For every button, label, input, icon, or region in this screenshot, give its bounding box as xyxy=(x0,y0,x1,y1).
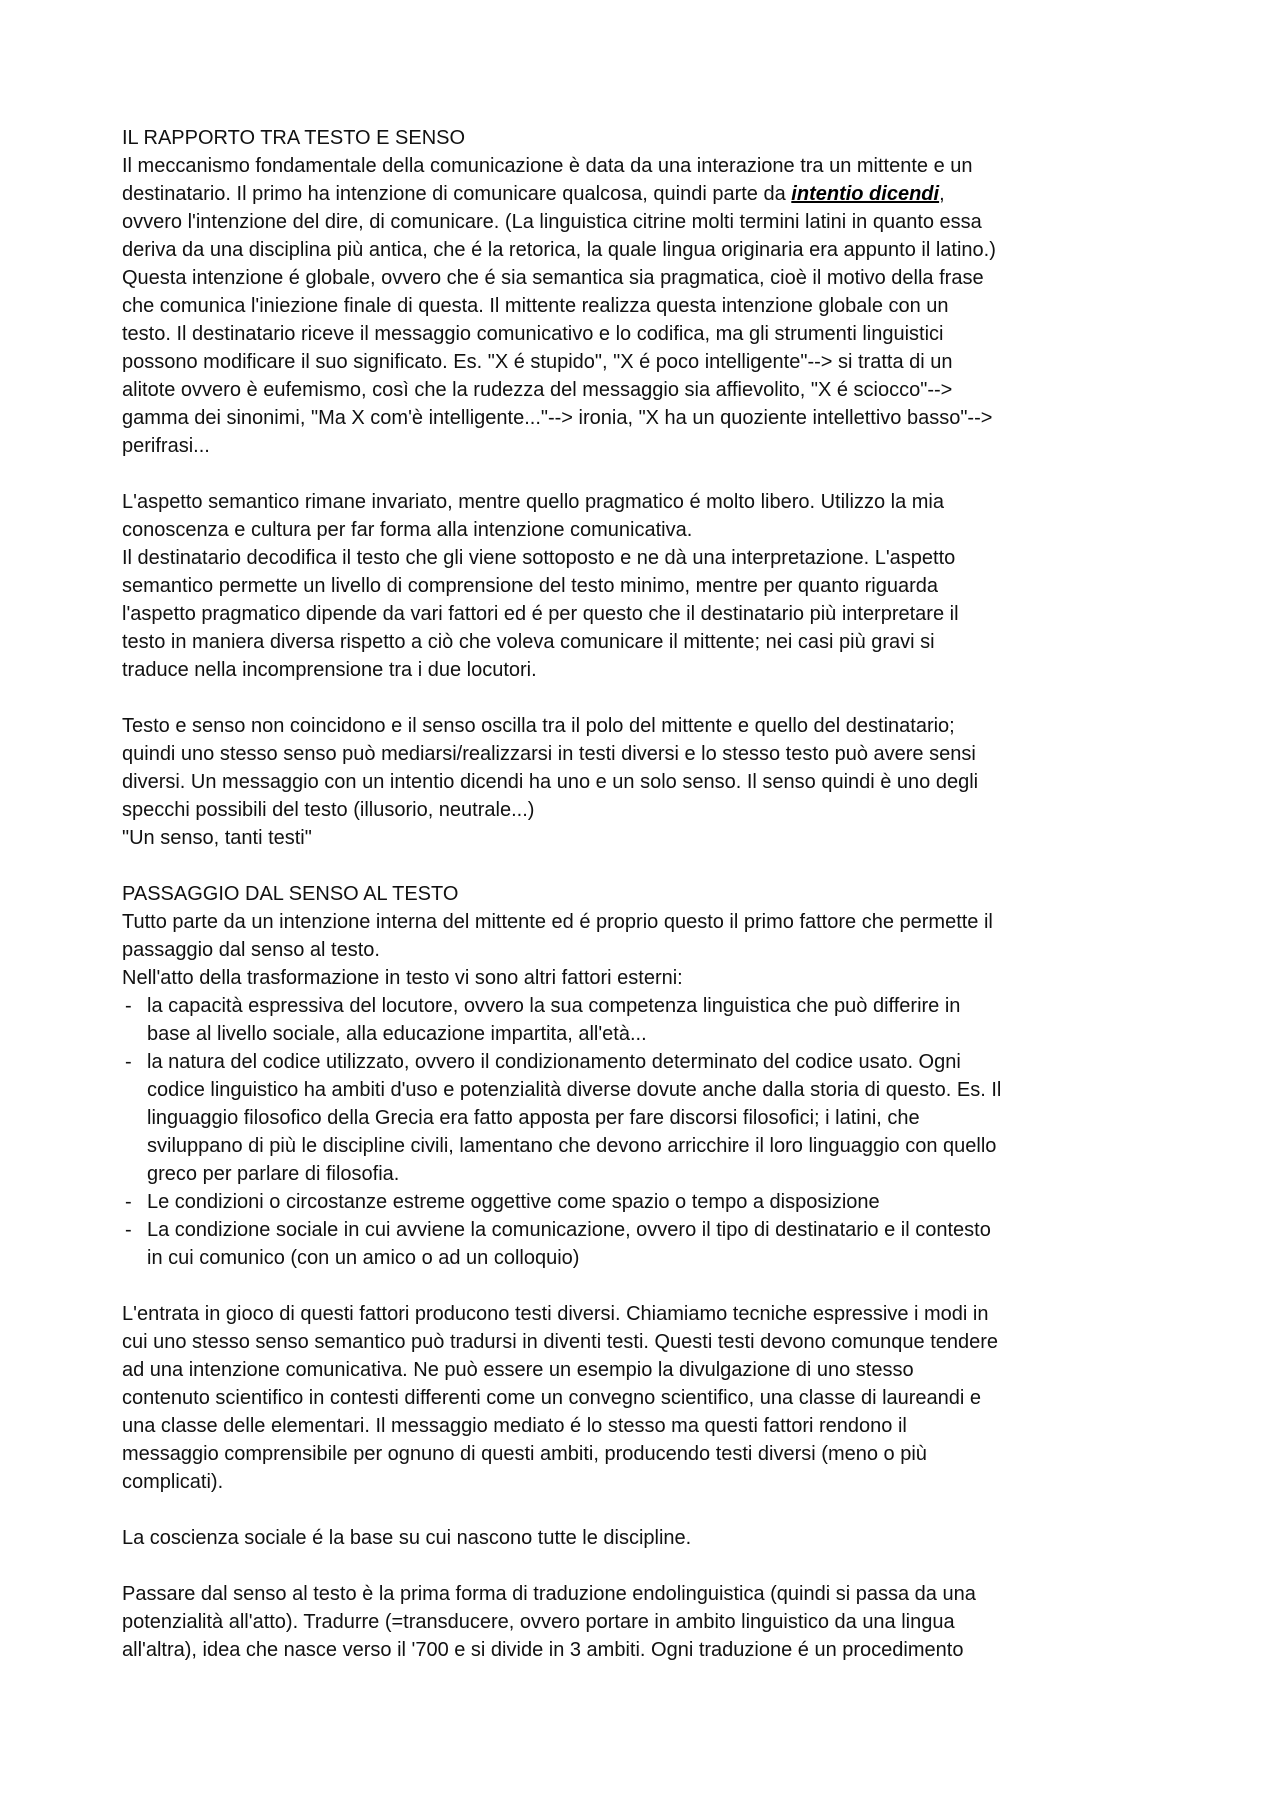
text-line: Il meccanismo fondamentale della comunicazione è data da una interazione tra un mittente e un xyxy=(122,155,973,177)
text-line: greco per parlare di filosofia. xyxy=(147,1163,400,1185)
text-line: possono modificare il suo significato. Es. "X é stupido", "X é poco intelligente"--> si tratta di un xyxy=(122,351,953,373)
text-line: La condizione sociale in cui avviene la comunicazione, ovvero il tipo di destinatario e il contesto xyxy=(147,1219,991,1241)
text-line-segment: , xyxy=(939,183,945,205)
text-line: L'aspetto semantico rimane invariato, mentre quello pragmatico é molto libero. Utilizzo la mia xyxy=(122,491,944,513)
text-line: sviluppano di più le discipline civili, lamentano che devono arricchire il loro linguaggio con quello xyxy=(147,1135,997,1157)
text-line: in cui comunico (con un amico o ad un colloquio) xyxy=(147,1247,580,1269)
paragraph-coscienza xyxy=(122,1524,1182,1552)
bullet-dash: - xyxy=(125,1051,132,1073)
text-line: ovvero l'intenzione del dire, di comunicare. (La linguistica citrine molti termini latini in quanto essa xyxy=(122,211,982,233)
text-line: base al livello sociale, alla educazione impartita, all'età... xyxy=(147,1023,647,1045)
bullet-dash: - xyxy=(125,1219,132,1241)
text-line: perifrasi... xyxy=(122,435,210,457)
text-line: potenzialità all'atto). Tradurre (=transducere, ovvero portare in ambito linguistico da una lingua xyxy=(122,1611,955,1633)
list-item xyxy=(122,1188,1182,1216)
text-line: all'altra), idea che nasce verso il '700 e si divide in 3 ambiti. Ogni traduzione é un procedimento xyxy=(122,1639,964,1661)
paragraph-gap xyxy=(122,460,1182,488)
paragraph-testo-senso xyxy=(122,712,1182,852)
paragraph-intro xyxy=(122,908,1182,992)
text-line: specchi possibili del testo (illusorio, neutrale...) xyxy=(122,799,535,821)
paragraph-gap xyxy=(122,1496,1182,1524)
text-line: L'entrata in gioco di questi fattori producono testi diversi. Chiamiamo tecniche espressive i modi in xyxy=(122,1303,989,1325)
text-line: quindi uno stesso senso può mediarsi/realizzarsi in testi diversi e lo stesso testo può avere sensi xyxy=(122,743,976,765)
text-line: testo. Il destinatario riceve il messaggio comunicativo e lo codifica, ma gli strumenti linguistici xyxy=(122,323,944,345)
text-line: Tutto parte da un intenzione interna del mittente ed é proprio questo il primo fattore che permette il xyxy=(122,911,993,933)
paragraph-fattori xyxy=(122,1300,1182,1496)
text-line: alitote ovvero è eufemismo, così che la rudezza del messaggio sia affievolito, "X é sciocco"--> xyxy=(122,379,953,401)
text-line: che comunica l'iniezione finale di questa. Il mittente realizza questa intenzione globale con un xyxy=(122,295,949,317)
document-page xyxy=(122,124,1182,1664)
text-line: passaggio dal senso al testo. xyxy=(122,939,380,961)
text-line: complicati). xyxy=(122,1471,224,1493)
text-line: una classe delle elementari. Il messaggio mediato é lo stesso ma questi fattori rendono il xyxy=(122,1415,907,1437)
text-line: ad una intenzione comunicativa. Ne può essere un esempio la divulgazione di uno stesso xyxy=(122,1359,914,1381)
text-line-segment: destinatario. Il primo ha intenzione di comunicare qualcosa, quindi parte da xyxy=(122,183,792,205)
text-line: la natura del codice utilizzato, ovvero il condizionamento determinato del codice usato. Ogni xyxy=(147,1051,961,1073)
paragraph-aspetto-semantico xyxy=(122,488,1182,684)
text-line: "Un senso, tanti testi" xyxy=(122,827,312,849)
paragraph-traduzione xyxy=(122,1580,1182,1664)
text-line: La coscienza sociale é la base su cui nascono tutte le discipline. xyxy=(122,1527,692,1549)
text-line: Testo e senso non coincidono e il senso oscilla tra il polo del mittente e quello del destinatario; xyxy=(122,715,955,737)
text-line: contenuto scientifico in contesti differenti come un convegno scientifico, una classe di laureandi e xyxy=(122,1387,982,1409)
text-line: semantico permette un livello di comprensione del testo minimo, mentre per quanto riguarda xyxy=(122,575,938,597)
bullet-dash: - xyxy=(125,1191,132,1213)
text-line: gamma dei sinonimi, "Ma X com'è intelligente..."--> ironia, "X ha un quoziente intellettivo basso"--> xyxy=(122,407,993,429)
text-line: Nell'atto della trasformazione in testo vi sono altri fattori esterni: xyxy=(122,967,683,989)
text-line: cui uno stesso senso semantico può tradursi in diventi testi. Questi testi devono comunque tendere xyxy=(122,1331,999,1353)
text-line-intentio xyxy=(122,180,1182,208)
paragraph-gap xyxy=(122,1552,1182,1580)
section-title-passaggio: PASSAGGIO DAL SENSO AL TESTO xyxy=(122,883,459,905)
text-line: linguaggio filosofico della Grecia era fatto apposta per fare discorsi filosofici; i latini, che xyxy=(147,1107,920,1129)
text-line: Passare dal senso al testo è la prima forma di traduzione endolinguistica (quindi si passa da una xyxy=(122,1583,976,1605)
factors-list xyxy=(122,992,1182,1272)
list-item xyxy=(122,1216,1182,1272)
text-line: la capacità espressiva del locutore, ovvero la sua competenza linguistica che può differire in xyxy=(147,995,961,1017)
text-line: diversi. Un messaggio con un intentio dicendi ha uno e un solo senso. Il senso quindi è uno degli xyxy=(122,771,979,793)
text-line: l'aspetto pragmatico dipende da vari fattori ed é per questo che il destinatario più interpretare il xyxy=(122,603,959,625)
text-line: Le condizioni o circostanze estreme oggettive come spazio o tempo a disposizione xyxy=(147,1191,880,1213)
text-line: testo in maniera diversa rispetto a ciò che voleva comunicare il mittente; nei casi più gravi si xyxy=(122,631,935,653)
list-item xyxy=(122,992,1182,1048)
paragraph-gap xyxy=(122,1272,1182,1300)
bullet-dash: - xyxy=(125,995,132,1017)
intentio-dicendi-term: intentio dicendi xyxy=(791,183,940,205)
paragraph-gap xyxy=(122,684,1182,712)
text-line: Il destinatario decodifica il testo che gli viene sottoposto e ne dà una interpretazione. L'aspetto xyxy=(122,547,956,569)
list-item xyxy=(122,1048,1182,1188)
text-line: messaggio comprensibile per ognuno di questi ambiti, producendo testi diversi (meno o più xyxy=(122,1443,927,1465)
paragraph-gap xyxy=(122,852,1182,880)
text-line: conoscenza e cultura per far forma alla intenzione comunicativa. xyxy=(122,519,693,541)
text-line: deriva da una disciplina più antica, che é la retorica, la quale lingua originaria era appunto il latino.) xyxy=(122,239,996,261)
text-line: traduce nella incomprensione tra i due locutori. xyxy=(122,659,537,681)
text-line: Questa intenzione é globale, ovvero che é sia semantica sia pragmatica, cioè il motivo della frase xyxy=(122,267,984,289)
section-title-rapporto: IL RAPPORTO TRA TESTO E SENSO xyxy=(122,127,466,149)
text-line: codice linguistico ha ambiti d'uso e potenzialità diverse dovute anche dalla storia di questo. Es. Il xyxy=(147,1079,1002,1101)
paragraph-meccanismo xyxy=(122,152,1182,460)
